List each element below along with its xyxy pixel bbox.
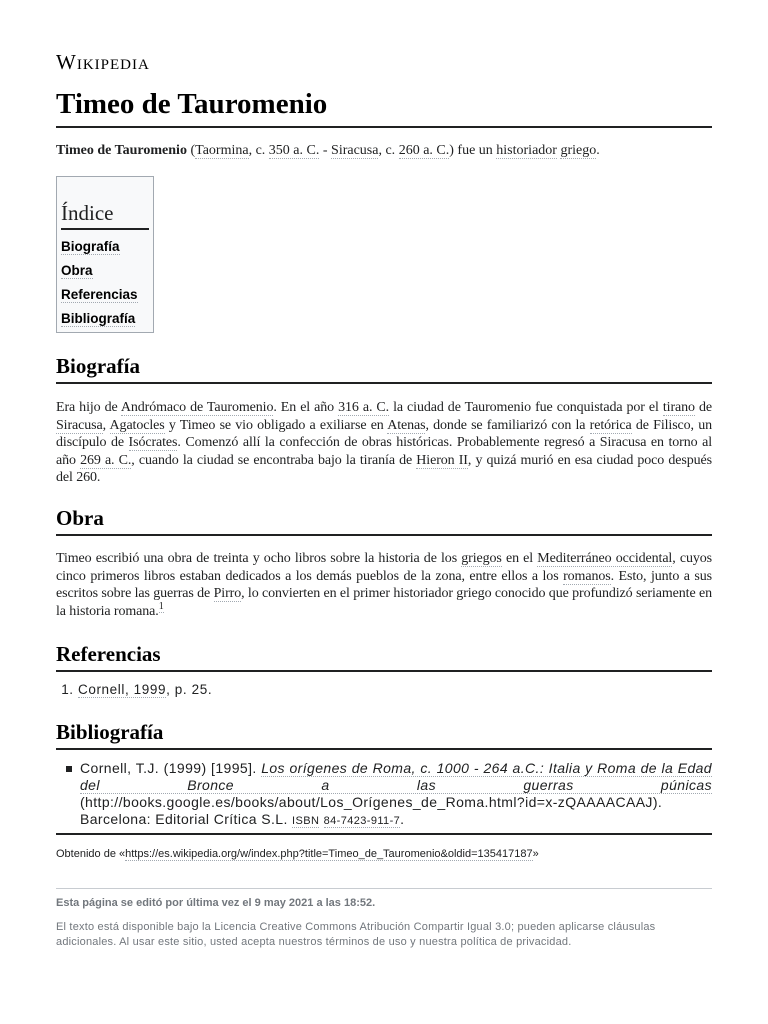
toc-item bbox=[61, 260, 149, 284]
obra-text: , cuyos cinco primeros libros estaban dedicados a los demás pueblos de la zona, entre ellos a los bbox=[56, 551, 712, 584]
link-taormina[interactable]: Taormina bbox=[195, 143, 249, 158]
link-book-title[interactable]: Los orígenes de Roma, c. 1000 - 264 a.C.: Italia y Roma de la Edad del Bronce a las guerras púnicas bbox=[80, 760, 712, 793]
obra-text: en el bbox=[501, 551, 538, 566]
license-text: El texto está disponible bajo la Licencia Creative Commons Atribución Compartir Igual 3.0; pueden aplicarse cláusulas adicionales. Al usar este sitio, usted acepta nuestros términos de uso y nuestra política de privacidad. bbox=[56, 921, 656, 948]
obra-paragraph bbox=[56, 550, 712, 620]
toc-link-biografia[interactable]: Biografía bbox=[61, 239, 120, 254]
obra-text: , lo convierten en el primer historiador griego conocido que profundizó seriamente en la historia romana. bbox=[56, 586, 713, 619]
retrieved-suffix: » bbox=[532, 848, 539, 860]
lead-text: ) fue un bbox=[449, 143, 497, 158]
link-siracusa-bio[interactable]: Siracusa bbox=[56, 417, 103, 433]
link-agatocles[interactable]: Agatocles bbox=[109, 417, 165, 433]
bio-text: , y quizá murió en esa ciudad poco después del 260. bbox=[56, 452, 712, 485]
bib-text: Cornell, T.J. (1999) [1995]. bbox=[80, 760, 262, 776]
link-mediterraneo[interactable]: Mediterráneo occidental bbox=[537, 551, 673, 566]
link-atenas[interactable]: Atenas bbox=[387, 417, 426, 433]
reference-page: , p. 25. bbox=[166, 682, 213, 697]
content-divider bbox=[56, 833, 712, 835]
page-title: Timeo de Tauromenio bbox=[56, 84, 712, 128]
link-siracusa[interactable]: Siracusa bbox=[331, 143, 379, 158]
lead-text: ( bbox=[186, 143, 196, 158]
toc-item bbox=[61, 284, 149, 308]
lead-text: , c. bbox=[248, 143, 269, 158]
lead-text: . bbox=[596, 143, 600, 158]
heading-biografia: Biografía bbox=[56, 352, 712, 384]
retrieved-from bbox=[56, 848, 539, 860]
bio-text: , donde se familiarizó con la bbox=[425, 417, 590, 433]
heading-bibliografia: Bibliografía bbox=[56, 718, 712, 750]
heading-obra: Obra bbox=[56, 504, 712, 536]
toc-item bbox=[61, 236, 149, 260]
link-hieron-ii[interactable]: Hieron II bbox=[416, 452, 468, 468]
footnote-ref[interactable] bbox=[159, 601, 164, 613]
table-of-contents bbox=[56, 176, 154, 333]
link-isbn-label[interactable]: ISBN bbox=[292, 815, 320, 827]
link-269-ac[interactable]: 269 a. C. bbox=[80, 452, 132, 468]
bibliography-item bbox=[56, 760, 712, 830]
link-pirro[interactable]: Pirro bbox=[213, 586, 242, 601]
bib-text bbox=[319, 811, 323, 827]
toc-link-referencias[interactable]: Referencias bbox=[61, 287, 138, 302]
bio-text: . En el año bbox=[273, 400, 339, 415]
bibliography-list bbox=[56, 760, 712, 830]
bio-text: , cuando la ciudad se encontraba bajo la tiranía de bbox=[131, 452, 417, 468]
lead-bold-title: Timeo de Tauromenio bbox=[56, 143, 187, 158]
link-historiador[interactable]: historiador bbox=[496, 143, 557, 158]
toc-item bbox=[61, 308, 149, 332]
footer-divider bbox=[56, 888, 712, 889]
link-cornell-1999[interactable]: Cornell, 1999 bbox=[78, 682, 167, 697]
reference-item bbox=[78, 682, 212, 697]
bio-text: de bbox=[694, 400, 712, 415]
bio-text: Era hijo de bbox=[56, 400, 121, 415]
link-260-ac[interactable]: 260 a. C. bbox=[398, 143, 450, 158]
toc-link-obra[interactable]: Obra bbox=[61, 263, 93, 278]
bib-text: (http://books.google.es/books/about/Los_Orígenes_de_Roma.html?id=x-zQAAAACAAJ). Barcelona: Editorial Crítica S.L. bbox=[80, 794, 663, 827]
heading-referencias: Referencias bbox=[56, 640, 712, 672]
retrieved-prefix: Obtenido de « bbox=[56, 848, 126, 860]
toc-link-bibliografia[interactable]: Bibliografía bbox=[61, 311, 136, 326]
link-romanos[interactable]: romanos bbox=[563, 568, 611, 584]
biografia-paragraph bbox=[56, 399, 712, 487]
references-list bbox=[56, 682, 212, 697]
bio-text: y Timeo se vio obligado a exiliarse en bbox=[164, 417, 388, 433]
bio-text: . Comenzó allí la confección de obras históricas. Probablemente regresó a Siracusa en torno al año bbox=[56, 435, 712, 468]
bio-text: , bbox=[102, 417, 110, 433]
bib-text: . bbox=[400, 811, 405, 827]
lead-paragraph bbox=[56, 141, 712, 161]
link-tirano[interactable]: tirano bbox=[662, 400, 695, 415]
link-isbn-number[interactable]: 84-7423-911-7 bbox=[323, 815, 401, 827]
link-andromaco[interactable]: Andrómaco de Tauromenio bbox=[120, 400, 274, 415]
last-modified: Esta página se editó por última vez el 9 may 2021 a las 18:52. bbox=[56, 897, 376, 909]
footnote-link[interactable]: 1 bbox=[158, 600, 164, 612]
link-griego[interactable]: griego bbox=[560, 143, 597, 158]
link-retorica[interactable]: retórica bbox=[589, 417, 632, 433]
link-350-ac[interactable]: 350 a. C. bbox=[268, 143, 320, 158]
toc-list bbox=[61, 236, 149, 332]
bio-text: de Filisco, un discípulo de bbox=[56, 417, 713, 450]
obra-text: . Esto, junto a sus escritos sobre las guerras de bbox=[56, 568, 712, 601]
lead-text: , c. bbox=[378, 143, 399, 158]
wikipedia-wordmark[interactable]: Wikipedia bbox=[56, 50, 150, 74]
link-316-ac[interactable]: 316 a. C. bbox=[338, 400, 390, 415]
toc-title: Índice bbox=[61, 201, 149, 230]
link-permanent-url[interactable]: https://es.wikipedia.org/w/index.php?title=Timeo_de_Tauromenio&oldid=135417187 bbox=[125, 848, 533, 860]
lead-text: - bbox=[319, 143, 332, 158]
obra-text: Timeo escribió una obra de treinta y ocho libros sobre la historia de los bbox=[56, 551, 462, 566]
bullet-icon bbox=[66, 766, 72, 772]
link-isocrates[interactable]: Isócrates bbox=[128, 435, 178, 450]
link-griegos[interactable]: griegos bbox=[461, 551, 502, 566]
bio-text: la ciudad de Tauromenio fue conquistada por el bbox=[389, 400, 663, 415]
